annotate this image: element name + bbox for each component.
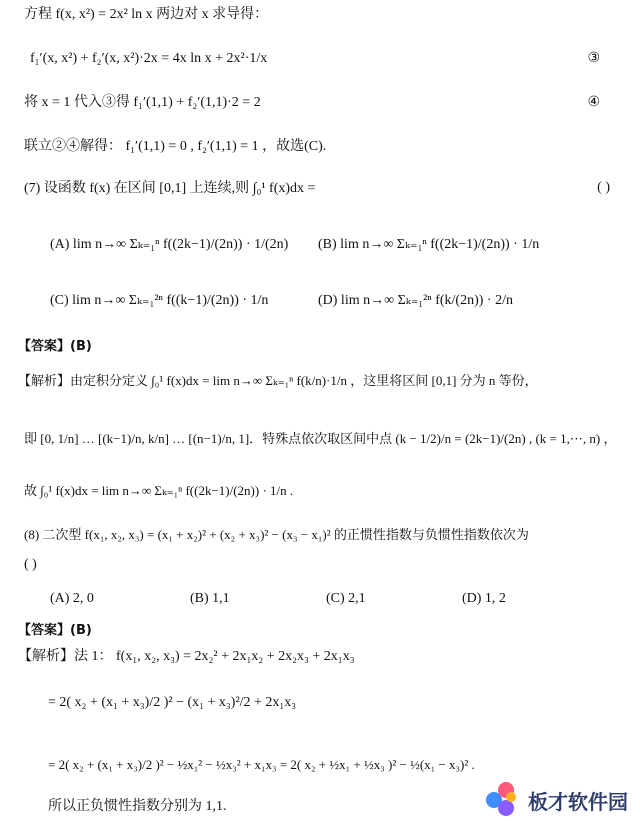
question-8-option-a: (A) 2, 0 xyxy=(50,591,94,606)
derivation-line-2: f₁′(x, x²) + f₂′(x, x²)·2x = 4x ln x + 2x²·1/x xyxy=(30,51,268,66)
question-7-analysis-3: 故 ∫₀¹ f(x)dx = lim n→∞ Σₖ₌₁ⁿ f((2k−1)/(2n)) · 1/n . xyxy=(24,483,294,498)
watermark-mark-icon xyxy=(486,782,522,818)
equation-marker-4: ④ xyxy=(587,95,600,110)
question-7-analysis-1: 【解析】由定积分定义 ∫₀¹ f(x)dx = lim n→∞ Σₖ₌₁ⁿ f(k/n)·1/n ，这里将区间 [0,1] 分为 n 等份， xyxy=(18,373,538,388)
watermark-text: 板才软件园 xyxy=(528,789,628,814)
question-8-option-d: (D) 1, 2 xyxy=(462,591,506,606)
question-7-option-b: (B) lim n→∞ Σₖ₌₁ⁿ f((2k−1)/(2n)) · 1/n xyxy=(318,237,540,252)
question-8-analysis-2: = 2( x₂ + (x₁ + x₃)/2 )² − (x₁ + x₃)²/2 + 2x₁x₃ xyxy=(48,695,297,710)
question-7-option-a: (A) lim n→∞ Σₖ₌₁ⁿ f((2k−1)/(2n)) · 1/(2n) xyxy=(50,237,289,252)
equation-marker-3: ③ xyxy=(587,51,600,66)
question-7-stem: (7) 设函数 f(x) 在区间 [0,1] 上连续,则 ∫₀¹ f(x)dx = xyxy=(24,181,316,196)
question-7-option-d: (D) lim n→∞ Σₖ₌₁²ⁿ f(k/(2n)) · 2/n xyxy=(318,293,513,308)
derivation-line-1: 方程 f(x, x²) = 2x² ln x 两边对 x 求导得： xyxy=(24,7,269,22)
question-8-answer-paren: ( ) xyxy=(24,557,37,572)
question-8-analysis-3: = 2( x₂ + (x₁ + x₃)/2 )² − ½x₁² − ½x₃² + x₁x₃ = 2( x₂ + ½x₁ + ½x₃ )² − ½(x₁ − x₃)² . xyxy=(48,757,475,772)
question-8-option-c: (C) 2,1 xyxy=(326,591,366,606)
question-8-stem: (8) 二次型 f(x₁, x₂, x₃) = (x₁ + x₂)² + (x₂ + x₃)² − (x₃ − x₁)² 的正惯性指数与负惯性指数依次为 xyxy=(24,527,529,542)
question-8-option-b: (B) 1,1 xyxy=(190,591,230,606)
question-8-analysis-4: 所以正负惯性指数分别为 1,1. xyxy=(48,799,227,814)
question-7-analysis-2: 即 [0, 1/n] … [(k−1)/n, k/n] … [(n−1)/n, 1]．特殊点依次取区间中点 (k − 1/2)/n = (2k−1)/(2n) , (k = 1,⋯, n) ， xyxy=(24,431,617,446)
watermark-logo xyxy=(486,782,628,818)
question-7-answer: 【答案】(B) xyxy=(18,339,92,354)
question-7-option-c: (C) lim n→∞ Σₖ₌₁²ⁿ f((k−1)/(2n)) · 1/n xyxy=(50,293,269,308)
question-8-answer: 【答案】(B) xyxy=(18,623,92,638)
derivation-line-3: 将 x = 1 代入③得 f₁′(1,1) + f₂′(1,1)·2 = 2 xyxy=(24,95,261,110)
question-7-answer-paren: ( ) xyxy=(597,180,610,195)
derivation-line-4: 联立②④解得： f₁′(1,1) = 0 , f₂′(1,1) = 1 ，故选(C). xyxy=(24,139,327,154)
question-8-analysis-1: 【解析】法 1： f(x₁, x₂, x₃) = 2x₂² + 2x₁x₂ + 2x₂x₃ + 2x₁x₃ xyxy=(18,649,355,664)
